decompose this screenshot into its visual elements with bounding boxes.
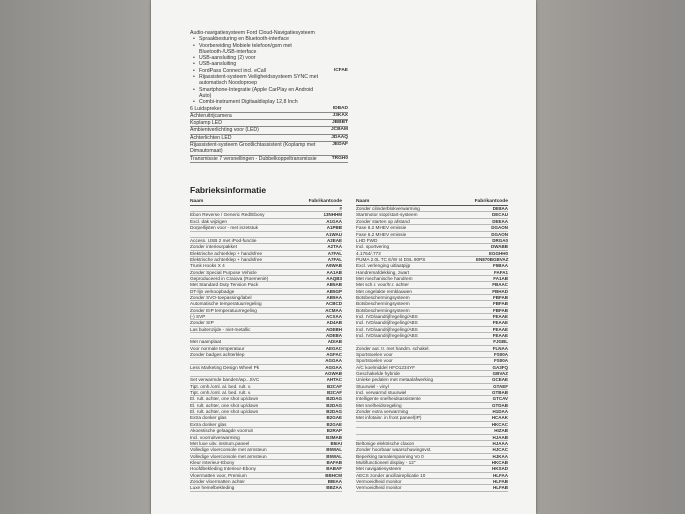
page-content [190, 30, 508, 492]
option-name: Incl. voorruitverwarming [190, 434, 240, 440]
bullet-code [328, 43, 348, 56]
option-name [356, 339, 476, 344]
option-name: Vermoeidheid monitor [356, 485, 402, 491]
option-code: FJGBL [493, 339, 508, 345]
option-name: Fase 6.2 MHEV emissie [356, 231, 407, 237]
option-name: Zonder vloermatten achter [190, 478, 245, 484]
factory-info-columns [190, 199, 508, 492]
option-name: Zonder EIP temperatuurregeling [190, 307, 257, 313]
option-code: DEEAA [492, 218, 508, 224]
background-left [0, 0, 150, 514]
option-name: Tipt. omh./oml. al. bed. rult. v. [190, 383, 252, 389]
equipment-name: Ambientverlichting voor (LED) [190, 127, 259, 134]
option-name: Dorpellijsten voor - met inzetstuk [190, 225, 258, 231]
option-code: B2DAG [326, 409, 342, 415]
option-code: A1WAU [325, 231, 342, 237]
option-code: B5IAI [330, 440, 342, 446]
option-name: Ebon Reverse / Generic Red/Ebony [190, 212, 265, 218]
right-column [356, 199, 508, 492]
option-name: AECS zonder ancillaireplicatie 10 [356, 472, 426, 478]
option-code: BBHCM [325, 472, 342, 478]
option-code: DE8AA [492, 206, 508, 212]
option-name: Vermoeidheid monitor [356, 478, 402, 484]
option-name: Intelligente snelheidsassistente [356, 396, 421, 402]
option-code: B5WAL [326, 453, 342, 459]
option-code: DGAON [491, 231, 508, 237]
option-name: LHD FWD [356, 237, 378, 243]
option-code: AAQB3 [326, 275, 342, 281]
option-name: Geproduceerd in Craiova (Roemenië) [190, 275, 269, 281]
option-name: (-) SVP [190, 313, 206, 319]
bullet-text: • USB-aansluiting (2) voor [190, 55, 328, 61]
option-code: DECAU [491, 212, 508, 218]
option-code: FS00A [493, 352, 508, 358]
feature-title: Audio-navigatiesysteem Ford Cloud-Navigatiesysteem [190, 30, 315, 36]
option-name: Startmotor stop/start-systeem [356, 212, 418, 218]
option-code: AB5AB [326, 282, 342, 288]
option-code: FS00A [493, 358, 508, 364]
option-code: A7FAL [327, 256, 342, 262]
option-name: El. rult. achter, one shot up/down [190, 409, 259, 415]
feature-bullet-list [190, 36, 348, 105]
option-name: Volledige vloerconsole met armsteun [190, 453, 267, 459]
option-name: Zonder aut. tr. met handm. schakel. [356, 345, 430, 351]
option-name: Tipt. omh./oml. al. bed. rult. v. [190, 390, 252, 396]
option-code: BBZAA [326, 485, 342, 491]
option-name [190, 333, 310, 338]
section-title: Fabrieksinformatie [190, 184, 267, 195]
option-name: Las buitenzijde - niet-metallic [190, 326, 251, 332]
option-name: Geschakelde hybride [356, 371, 401, 377]
option-code: ACMAA [325, 307, 342, 313]
option-code: GBVAZ [492, 371, 508, 377]
option-name: Handremafdekking, zwart [356, 269, 410, 275]
option-name: Incl. sportvering [356, 244, 390, 250]
option-code: HJCAC [492, 447, 508, 453]
option-code: AA1AB [326, 269, 342, 275]
option-name: Incl. IVD/aandrijfregeling/ABS [356, 326, 418, 332]
option-code: FBHAD [492, 288, 508, 294]
option-name: Sportstoelen voor [356, 358, 393, 364]
bullet-code [328, 74, 348, 87]
equipment-rows [190, 106, 348, 163]
header-name: Naam [356, 198, 370, 204]
option-code: AGFAC [326, 352, 342, 358]
option-code: FBAAC [492, 282, 508, 288]
option-name: El. rult. achter, one shot up/down [190, 396, 259, 402]
option-code: 13NHHM [323, 212, 342, 218]
option-code: GCEAE [491, 377, 508, 383]
option-name: Zonder SVO-toepassing/label [190, 294, 252, 300]
option-code: HKCAB [491, 459, 508, 465]
equipment-row [190, 127, 348, 134]
option-code: B2DAG [326, 396, 342, 402]
option-code: B5WAL [326, 447, 342, 453]
option-name: Zonder extra verwarming [356, 409, 409, 415]
option-code: HLFAB [493, 485, 508, 491]
option-name: Beperking tamalerspanning Vo 0 [356, 453, 424, 459]
option-code: A7FAL [327, 250, 342, 256]
option-code: B2RAP [326, 428, 342, 434]
option-code: FEAAE [492, 313, 508, 319]
option-code: ADEBH [325, 326, 342, 332]
option-name: Met luxe uitv. instrum.paneel [190, 440, 250, 446]
bullet-code: ICFAE [333, 67, 348, 73]
option-code: AGGAA [325, 364, 342, 370]
option-code: HJAAB [492, 434, 508, 440]
option-code: A9WAB [325, 263, 342, 269]
option-name [356, 428, 476, 433]
option-name: Met ongelakte remklauwen [356, 288, 413, 294]
option-name: Met mechanische handrem [356, 275, 413, 281]
option-name: Akoestische gelaagde voorruit [190, 428, 253, 434]
equipment-name: Rijassistent-systeem Grootlichtassistent (Koplamp met Dimautomaat) [190, 142, 316, 155]
option-code: A2TAA [327, 244, 342, 250]
option-name: El. rult. achter, one shot up/down [190, 402, 259, 408]
option-name: Botsbeschermingsysteem [356, 301, 410, 307]
option-code: A1PBB [326, 225, 342, 231]
option-code: FEAAE [492, 326, 508, 332]
option-name: Zonder Special Purpose Vehicle [190, 269, 257, 275]
equipment-row [190, 135, 348, 142]
option-code: H1DAA [492, 409, 508, 415]
option-name: Extra donker glas [190, 415, 227, 421]
table-row [356, 485, 508, 491]
background-right [537, 0, 685, 514]
bullet-text: • Spraakbesturing en Bluetooth-interface [190, 36, 328, 42]
option-code: HLFAA [493, 472, 508, 478]
option-code: AHTAC [326, 377, 342, 383]
option-code: FEAAE [492, 320, 508, 326]
option-name: PUMA 2.0L TC E/W I4 DSL 90PS [356, 256, 426, 262]
bullet-text: • Rijassistent-systeem Veiligheidssysteem SYNC met automatisch Noodoproep [190, 74, 328, 87]
option-code: EN870BGBVAZ [476, 256, 509, 262]
equipment-section [190, 30, 348, 163]
option-code: HKCAC [491, 421, 508, 427]
equipment-row [190, 120, 348, 127]
option-name: Zonder hoorbaar waarschuwingsvst. [356, 447, 432, 453]
option-code: B3MAB [325, 434, 342, 440]
option-name: Kleur Interieur-Ebony [190, 459, 235, 465]
option-name: Elektrische achterklep + handsfree [190, 256, 263, 262]
option-code: B2GAE [326, 421, 342, 427]
option-code: BAFAB [326, 459, 342, 465]
option-code: BBIAA [327, 478, 342, 484]
equipment-name: Transmissie 7 versnellingen - Dubbelkoppeltransmissie [190, 155, 317, 162]
equipment-row [190, 113, 348, 120]
equipment-code: JBBBT [332, 120, 348, 126]
bullet-text: • Voorbereiding Mobiele telefoon/gsm met Bluetooth-/USB-interface [190, 43, 328, 56]
option-name: Unieke pedalen met metaalafwerking [356, 377, 434, 383]
option-name: Extra donker glas [190, 421, 227, 427]
option-name: Fase 6.2 MHEV emissie [356, 225, 407, 231]
option-name: Luxe hemelbekleding [190, 485, 235, 491]
option-code: B2CAF [326, 383, 342, 389]
option-name: Zonder interieurpakket [190, 244, 237, 250]
option-code: B2CAF [326, 390, 342, 396]
option-name: Zonder SIP [190, 320, 214, 326]
equipment-code: TRGH0 [331, 155, 348, 161]
option-name: Access. USB 2 met iPod-functie [190, 237, 257, 243]
option-name [190, 206, 310, 211]
table-row [190, 485, 342, 491]
equipment-row [190, 106, 348, 113]
option-code: HLFAB [493, 478, 508, 484]
option-name [190, 358, 310, 363]
option-code: FBFAB [493, 294, 508, 300]
equipment-name: 6 Luidspreker [190, 105, 222, 112]
column-header [356, 199, 508, 206]
feature-bullet [190, 74, 348, 87]
option-code: # [339, 206, 342, 212]
header-code: Fabrikantcode [474, 198, 508, 204]
option-code: A1GAA [326, 218, 342, 224]
option-name: Zonder cilinderblokverwarming [356, 206, 420, 212]
option-name: Set verwarmde banden/wp...SVC [190, 377, 260, 383]
option-name: Botsbeschermingsysteem [356, 307, 410, 313]
option-code: HIZAB [494, 428, 508, 434]
column-header [190, 199, 342, 206]
option-code: AGWAB [324, 371, 342, 377]
option-code: GTDAB [492, 402, 508, 408]
option-code: DGAON [491, 225, 508, 231]
option-name: Incl. IVD/aandrijfregeling/ABS [356, 313, 418, 319]
option-code: FA1AB [493, 275, 508, 281]
option-code: AB5GP [326, 288, 342, 294]
document-page [151, 0, 536, 514]
option-name: Incl. IVD/aandrijfregeling/ABS [356, 333, 418, 339]
option-name [356, 435, 476, 440]
option-name: Met navigatiesysteem [356, 466, 402, 472]
option-name: Multifunctioneel display - 12" [356, 459, 416, 465]
option-code: FBFAB [493, 301, 508, 307]
option-name: Hoofdbekleding Interieur-Ebony [190, 466, 256, 472]
option-name: Met Standard Duty Tension Pack [190, 282, 259, 288]
option-name: Sportstoelen voor [356, 352, 393, 358]
equipment-row [190, 156, 348, 163]
option-name [356, 422, 476, 427]
option-code: GTAEF [493, 383, 508, 389]
option-code: EGGHH0 [488, 250, 508, 256]
option-code: ACBCD [325, 301, 342, 307]
equipment-code: JDAAQ [331, 134, 348, 140]
left-rows [190, 206, 342, 491]
feature-bullet [190, 43, 348, 56]
equipment-code: JCBAM [330, 127, 348, 133]
option-code: AD4AB [326, 320, 342, 326]
option-code: AGGAA [325, 358, 342, 364]
bullet-text: • Combi-instrument Digitaaldisplay 12,8 Inch [190, 99, 328, 105]
option-name: 4.1764/.773 [356, 250, 381, 256]
option-name: Zonder starten op afstand [356, 218, 410, 224]
feature-bullet [190, 87, 348, 100]
option-name: Met infotainr. in front paneel(IP) [356, 415, 422, 421]
option-name: Excl. dak wijzigen [190, 218, 227, 224]
equipment-name: Achterlichten LED [190, 134, 232, 141]
option-name: Zonder badges achterklep [190, 352, 245, 358]
option-code: ADEBA [325, 333, 342, 339]
option-name: Voor normale temperatuur [190, 345, 245, 351]
option-name: Elektrische achterklep + handsfree [190, 250, 263, 256]
option-name: Incl. verwarmd stuurwiel [356, 390, 407, 396]
option-code: GA3FQ [492, 364, 508, 370]
option-code: B2GAE [326, 415, 342, 421]
option-name: Excl. verlenging uitlaatpijp [356, 263, 411, 269]
option-code: FEAAE [492, 333, 508, 339]
option-code: AEGAC [325, 345, 342, 351]
option-code: AB9AA [326, 294, 342, 300]
header-name: Naam [190, 198, 204, 204]
option-code: GTBAB [492, 390, 508, 396]
option-name: Volledige vloerconsole met armsteun [190, 447, 267, 453]
equipment-name: Koplamp LED [190, 120, 223, 127]
option-name: Trunk Hooks X 4 [190, 263, 225, 269]
option-code: GTCAV [492, 396, 508, 402]
option-code: HJKAA [492, 453, 508, 459]
option-code: ADIAB [327, 339, 342, 345]
option-code: B2DAG [326, 402, 342, 408]
option-code: HCAAK [491, 415, 508, 421]
bullet-text: • FordPass Connect incl. eCall [190, 68, 328, 74]
equipment-code: J3KAX [332, 112, 348, 118]
option-name: Botsbeschermingsysteem [356, 294, 410, 300]
option-code: A2EAE [326, 237, 342, 243]
option-code: ACXAA [325, 313, 342, 319]
option-name: Incl. IVD/aandrijfregeling/ABS [356, 320, 418, 326]
option-name: Met snelheidsregeling [356, 402, 402, 408]
equipment-name: Achteruitrijcamera [190, 112, 232, 119]
option-code: HJAAA [492, 440, 508, 446]
left-column [190, 199, 342, 492]
option-name: Stuurwiel - vinyl [356, 383, 389, 389]
bullet-text: • USB-aansluiting [190, 61, 328, 67]
option-code: BABAF [326, 466, 342, 472]
option-name: A/C koelmiddel HFO1234YF [356, 364, 416, 370]
option-code: DRGA0 [492, 237, 508, 243]
option-code: FAFA1 [493, 269, 508, 275]
option-code: FLNAA [492, 345, 508, 351]
option-code: DWABB [491, 244, 508, 250]
option-name: Beltonige elektrische claxon [356, 440, 415, 446]
equipment-code: IDBAD [332, 105, 348, 111]
option-name: Less Marketing Design Wheel Pk [190, 364, 260, 370]
option-name: Vloermatten voor, Premium [190, 472, 247, 478]
bullet-code [328, 87, 348, 100]
header-code: Fabrikantcode [308, 198, 342, 204]
option-code: HKSAD [491, 466, 508, 472]
bullet-text: • Smartphone-Integratie (Apple CarPlay en Android Auto) [190, 87, 328, 100]
equipment-code: JEDAF [332, 142, 348, 148]
option-name: Met naamplaat [190, 339, 222, 345]
option-code: FBFAB [493, 307, 508, 313]
option-name: DT-lijn verkoopbadge [190, 288, 235, 294]
right-rows [356, 206, 508, 491]
option-name: Automatische temperatuurregeling [190, 301, 262, 307]
option-name [190, 232, 310, 237]
equipment-row [190, 142, 348, 156]
option-name [190, 371, 310, 376]
option-code: F5BAA [492, 263, 508, 269]
option-name: Met sch.r. voor/tr.r. achter [356, 282, 409, 288]
